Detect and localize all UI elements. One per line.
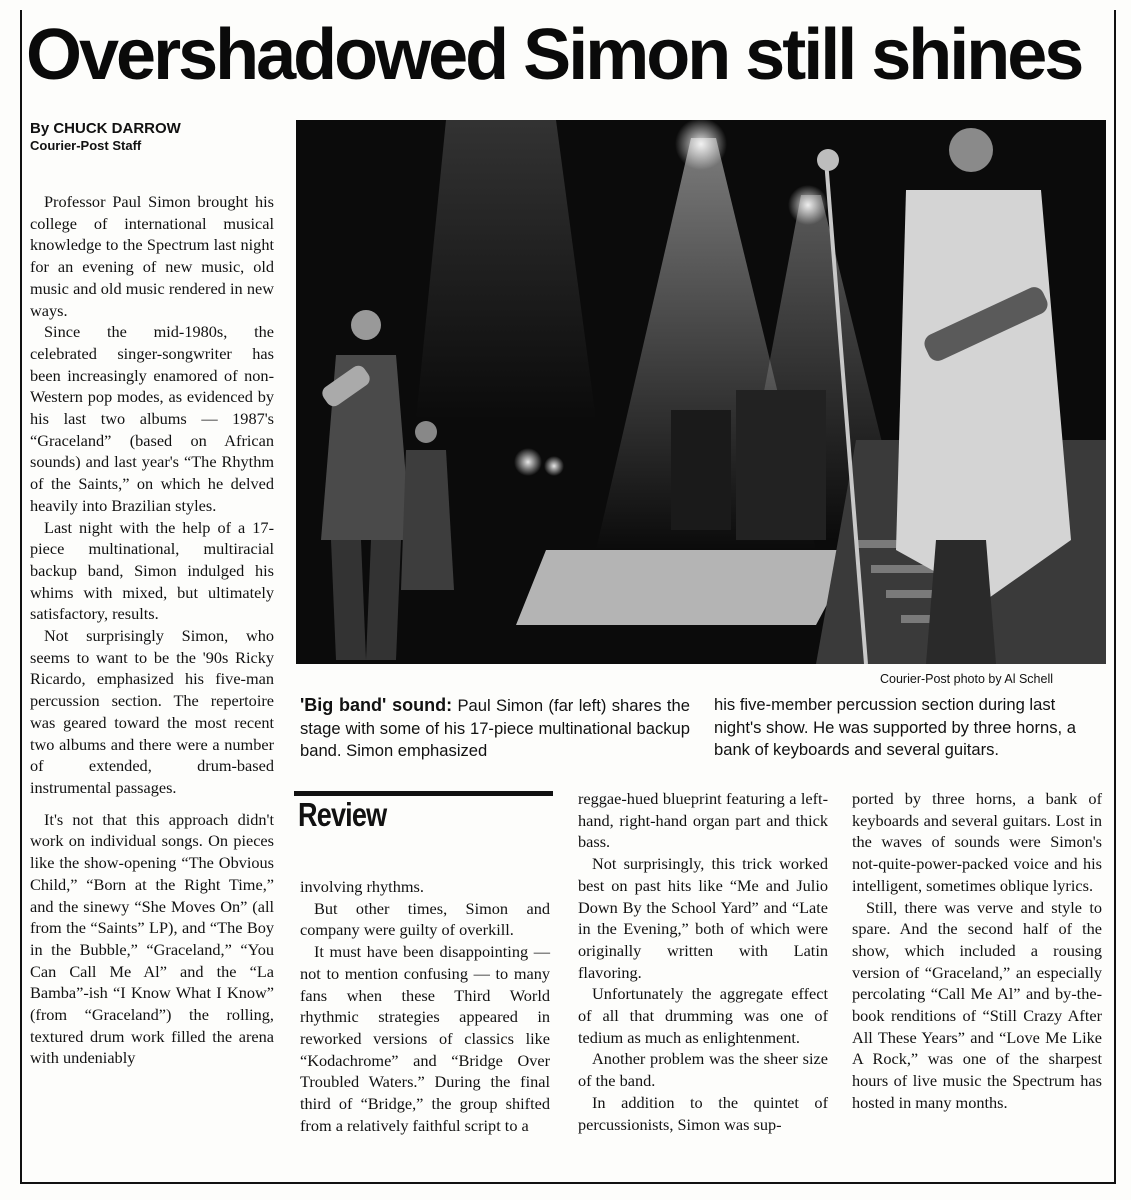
paragraph: It's not that this approach didn't work on individual songs. On pieces like the show-opening “The Obvious Child,” “Born at the Right Time,” and the sinewy “She Moves On” (all from the “Saints” LP), and “The Boy in the Bubble,” “Graceland,” “You Can Call Me Al” and the “La Bamba”-ish “I Know What I Know” (from “Graceland”) the rolling, textured drum work filled the arena with undeniably: [30, 809, 274, 1068]
concert-photo: [296, 120, 1106, 664]
paragraph: Not surprisingly Simon, who seems to want to be the '90s Ricky Ricardo, emphasized his five-man percussion section. The repertoire was geared toward the most recent two albums and there were a number of extended, drum-based instrumental passages.: [30, 626, 274, 797]
caption-part-1: [300, 694, 690, 763]
paragraph: Since the mid-1980s, the celebrated singer-songwriter has been increasingly enamored of non-Western pop modes, as evidenced by his last two albums — 1987's “Graceland” (based on African sounds) and last year's “The Rhythm of the Saints,” on which he delved heavily into Brazilian styles.: [30, 322, 274, 515]
paragraph: Unfortunately the aggregate effect of all that drumming was one of tedium as much as enlightenment.: [578, 984, 828, 1047]
paragraph: Professor Paul Simon brought his college of international musical knowledge to the Spectrum last night for an evening of new music, old music and old music rendered in new ways.: [30, 192, 274, 320]
column-2: [300, 876, 550, 1136]
caption-lead: 'Big band' sound:: [300, 695, 453, 715]
headline: Overshadowed Simon still shines: [26, 15, 1082, 95]
column-4: [852, 788, 1102, 1114]
paragraph: Last night with the help of a 17-piece multinational, multiracial backup band, Simon indulged his whims with mixed, but ultimately satisfactory, results.: [30, 517, 274, 624]
paragraph: involving rhythms.: [300, 877, 424, 896]
caption-part-2: his five-member percussion section during last night's show. He was supported by three horns, a bank of keyboards and several guitars.: [714, 695, 1076, 759]
paragraph: Another problem was the sheer size of the band.: [578, 1049, 828, 1091]
paragraph: In addition to the quintet of percussionists, Simon was sup-: [578, 1092, 828, 1134]
paragraph: But other times, Simon and company were guilty of overkill.: [300, 898, 550, 940]
byline: [30, 120, 181, 154]
section-label: Review: [298, 796, 387, 833]
byline-organization: Courier-Post Staff: [30, 138, 142, 153]
caption-text-1: Paul Simon (far left) shares the stage with some of his 17-piece multinational backup band. Simon emphasized: [300, 696, 690, 760]
paragraph: Still, there was verve and style to spare. And the second half of the show, which included a rousing version of “Graceland,” an especially percolating “Call Me Al” and by-the-book renditions of “Still Crazy After All These Years” and “Love Me Like A Rock,” was one of the sharpest hours of live music the Spectrum has hosted in many months.: [852, 897, 1102, 1112]
photo-caption: [300, 694, 1100, 774]
paragraph: It must have been disappointing — not to mention confusing — to many fans when these Third World rhythmic strategies appeared in reworked versions of classics like “Kodachrome” and “Bridge Over Troubled Waters.” During the final third of “Bridge,” the group shifted from a relatively faithful script to a: [300, 942, 550, 1135]
paragraph: ported by three horns, a bank of keyboards and several guitars. Lost in the waves of sounds were Simon's not-quite-power-packed voice and his intelligent, sometimes oblique lyrics.: [852, 789, 1102, 895]
column-1: [30, 191, 274, 1069]
column-3: [578, 788, 828, 1135]
photo-credit: Courier-Post photo by Al Schell: [880, 672, 1054, 686]
paragraph: reggae-hued blueprint featuring a left-hand, right-hand organ part and thick bass.: [578, 789, 828, 852]
byline-author: By CHUCK DARROW: [30, 120, 181, 137]
paragraph: Not surprisingly, this trick worked best on past hits like “Me and Julio Down By the School Yard” and “Late in the Evening,” both of which were originally written with Latin flavoring.: [578, 854, 828, 982]
